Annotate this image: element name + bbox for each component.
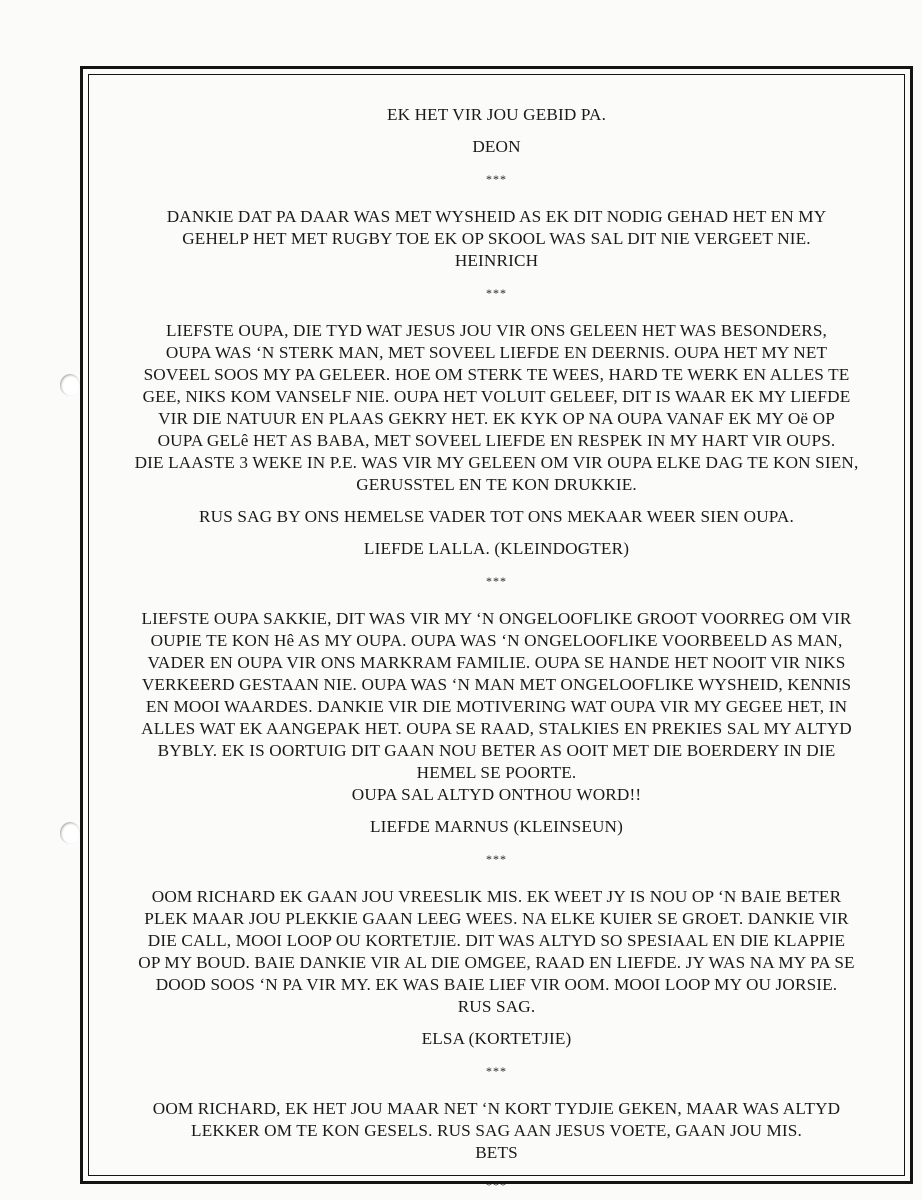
punch-hole — [60, 374, 80, 396]
section-separator: *** — [486, 574, 507, 588]
tribute-message: LIEFSTE OUPA SAKKIE, DIT WAS VIR MY ‘N ONGELOOFLIKE GROOT VOORREG OM VIR OUPIE TE KON Hê AS MY OUPA. OUPA WAS ‘N ONGELOOFLIKE VOORBEELD AS MAN, VADER EN OUPA VIR ONS MARKRAM FAMILIE. OUPA SE HANDE HET NOOIT VIR NIKS VERKEERD GESTAAN NIE. OUPA WAS ‘N MAN MET ONGELOOFLIKE WYSHEID, KENNIS EN MOOI WAARDES. DANKIE VIR DIE MOTIVERING WAT OUPA VIR MY GEGEE HET, IN ALLES WAT EK AANGEPAK HET. OUPA SE RAAD, STALKIES EN PREKIES SAL MY ALTYD BYBLY. EK IS OORTUIG DIT GAAN NOU BETER AS OOIT MET DIE BOERDERY IN DIE HEMEL SE POORTE. OUPA SAL ALTYD ONTHOU WORD!! — [141, 609, 852, 804]
tribute-message: LIEFSTE OUPA, DIE TYD WAT JESUS JOU VIR ONS GELEEN HET WAS BESONDERS, OUPA WAS ‘N STERK MAN, MET SOVEEL LIEFDE EN DEERNIS. OUPA HET MY NET SOVEEL SOOS MY PA GELEER. HOE OM STERK TE WEES, HARD TE WERK EN ALLES TE GEE, NIKS KOM VANSELF NIE. OUPA HET VOLUIT GELEEF, DIT IS WAAR EK MY LIEFDE VIR DIE NATUUR EN PLAAS GEKRY HET. EK KYK OP NA OUPA VANAF EK MY Oë OP OUPA GELê HET AS BABA, MET SOVEEL LIEFDE EN RESPEK IN MY HART VIR OUPS. DIE LAASTE 3 WEKE IN P.E. WAS VIR MY GELEEN OM VIR OUPA ELKE DAG TE KON SIEN, GERUSSTEL EN TE KON DRUKKIE. — [134, 321, 859, 494]
tribute-signature: LIEFDE MARNUS (KLEINSEUN) — [370, 817, 623, 836]
tribute-signature: ELSA (KORTETJIE) — [421, 1029, 572, 1048]
section-separator: *** — [486, 1064, 507, 1078]
tribute-message: DANKIE DAT PA DAAR WAS MET WYSHEID AS EK DIT NODIG GEHAD HET EN MY GEHELP HET MET RUGBY TOE EK OP SKOOL WAS SAL DIT NIE VERGEET NIE. — [166, 207, 827, 248]
section-separator: *** — [486, 172, 507, 186]
tribute-message: OOM RICHARD EK GAAN JOU VREESLIK MIS. EK WEET JY IS NOU OP ‘N BAIE BETER PLEK MAAR JOU PLEKKIE GAAN LEEG WEES. NA ELKE KUIER SE GROET. DANKIE VIR DIE CALL, MOOI LOOP OU KORTETJIE. DIT WAS ALTYD SO SPESIAAL EN DIE KLAPPIE OP MY BOUD. BAIE DANKIE VIR AL DIE OMGEE, RAAD EN LIEFDE. JY WAS NA MY PA SE DOOD SOOS ‘N PA VIR MY. EK WAS BAIE LIEF VIR OOM. MOOI LOOP MY OU JORSIE. RUS SAG. — [138, 887, 855, 1016]
tribute-message: OOM RICHARD, EK HET JOU MAAR NET ‘N KORT TYDJIE GEKEN, MAAR WAS ALTYD LEKKER OM TE KON GESELS. RUS SAG AAN JESUS VOETE, GAAN JOU MIS. — [152, 1099, 841, 1140]
tribute-signature: HEINRICH — [454, 251, 539, 270]
tribute-message: EK HET VIR JOU GEBID PA. — [386, 105, 607, 124]
tribute-signature: LIEFDE LALLA. (KLEINDOGTER) — [363, 539, 630, 558]
tribute-signature: BETS — [475, 1143, 518, 1162]
section-separator: *** — [486, 1178, 507, 1192]
section-separator: *** — [486, 852, 507, 866]
tribute-closing: RUS SAG BY ONS HEMELSE VADER TOT ONS MEKAAR WEER SIEN OUPA. — [199, 507, 794, 526]
section-separator: *** — [486, 286, 507, 300]
punch-hole — [60, 822, 80, 844]
tribute-signature: DEON — [472, 137, 521, 156]
tribute-content — [96, 104, 897, 1196]
